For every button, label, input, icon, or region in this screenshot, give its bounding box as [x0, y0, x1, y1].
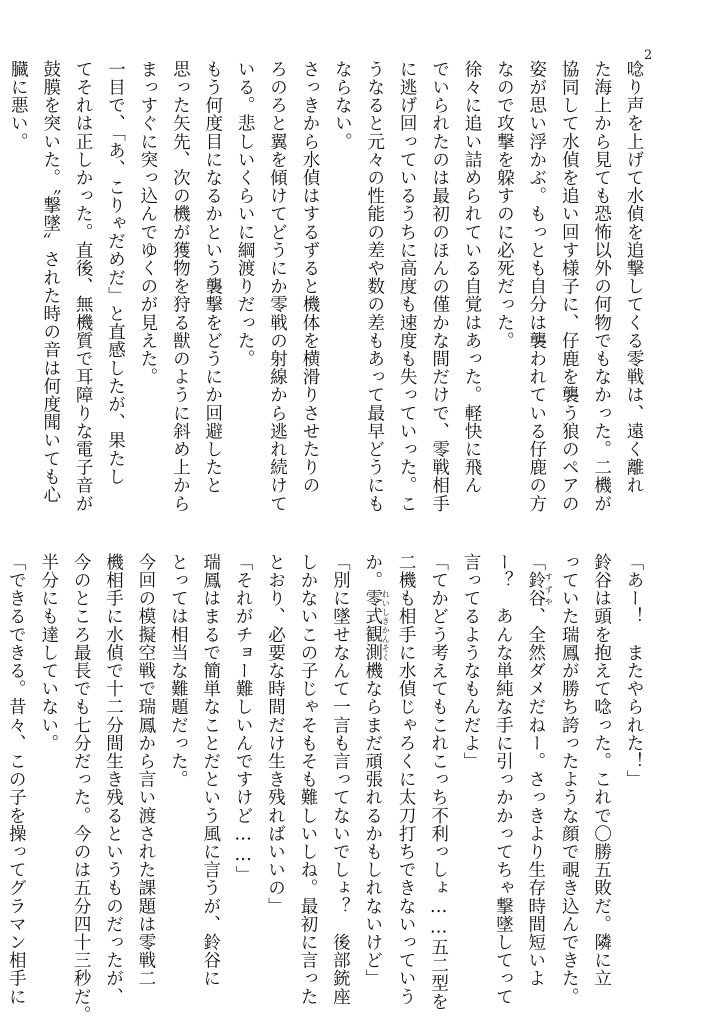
text-column-bottom [6, 553, 650, 1024]
paragraph [162, 553, 227, 988]
text-line: 姿が思い浮かぶ。もっとも自分は襲われている仔鹿の方 [526, 60, 547, 513]
text-line: 思った矢先、次の機が獲物を狩る獣のように斜め上から [170, 60, 191, 513]
text-line: もう何度目になるかという襲撃をどうにか回避したと [202, 60, 223, 495]
text-line: 「あー！ またやられた！」 [624, 553, 644, 789]
text-line: 臓に悪い。 [8, 60, 29, 151]
text-line: 「それがチョー難しいんですけど……」 [233, 553, 254, 884]
text-line: でいられたのは最初のほんの僅かな間だけで、零戦相手 [429, 60, 450, 513]
page-number: 2 [644, 48, 653, 63]
text-line: とおり、必要な時間だけ生き残ればいいの」 [265, 553, 286, 915]
text-line: 今のところ最長でも七分だった。今のは五分四十三秒だ。 [71, 553, 92, 1024]
paragraph [132, 60, 229, 513]
paragraph [2, 60, 132, 513]
text-line: ならない。 [332, 60, 353, 151]
text-line: に逃げ回っているうちに高度も速度も失っていった。こ [397, 60, 418, 513]
text-line: てそれは正しかった。直後、無機質で耳障りな電子音が [73, 60, 94, 513]
text-line: 瑞鳳はまるで簡単なことだという風に言うが、鈴谷に [200, 553, 221, 988]
text-line: 半分にも達していない。 [38, 553, 59, 753]
paragraph [326, 60, 488, 513]
text-line: 一目で、「あ、こりゃだめだ」と直感したが、果たし [105, 60, 126, 486]
text-line: 機相手に水偵で十二分間生き残るというものだったが、 [103, 553, 124, 1006]
text-line: 鈴谷は頭を抱えて唸った。これで〇勝五敗だ。隣に立 [591, 553, 612, 988]
text-line: うなると元々の性能の差や数の差もあって最早どうにも [364, 60, 385, 513]
text-line: 「できるできる。昔々、この子を操ってグラマン相手に [6, 553, 27, 1006]
furigana-reishiki: 零式れいしき [362, 589, 391, 626]
paragraph [455, 553, 554, 1006]
furigana-kansoku: 観測かんそく [362, 625, 391, 662]
text-line: 鼓膜を突いた。〝撃墜〟された時の音は何度聞いても心 [40, 60, 61, 504]
text-line: いる。悲しいくらいに綱渡りだった。 [235, 60, 256, 368]
paragraph [488, 60, 650, 513]
paragraph [259, 553, 356, 1006]
paragraph [356, 553, 454, 1011]
text-line: さっきから水偵はするずると機体を横滑りさせたりの [299, 60, 320, 495]
text-line: 協同して水偵を追い回す様子に、仔鹿を襲う狼のペアの [559, 60, 580, 513]
paragraph [618, 553, 650, 981]
text-line: とっては相当な難題だった。 [168, 553, 189, 789]
text-line: か。零式れいしき観測かんそく機ならまだ頑張れるかもしれないけど」 [362, 553, 391, 988]
furigana-suzuya: 鈴谷すずや [525, 571, 554, 608]
text-line: ろのろと翼を傾けてどうにか零戦の射線から逃れ続けて [267, 60, 288, 513]
text-line: ー？ あんな単純な手に引っかかってちゃ撃墜してって [493, 553, 514, 1006]
paragraph [229, 60, 326, 513]
text-line: 「てかどう考えてもこれこっち不利っしょ……五二型を [428, 553, 449, 1011]
paragraph [227, 553, 259, 981]
text-line: まっすぐに突っ込んでゆくのが見えた。 [137, 60, 158, 386]
paragraph [32, 553, 162, 1024]
text-line: 「鈴谷すずや、全然ダメだねー。さっきより生存時間短いよ [525, 553, 554, 988]
text-line: なので攻撃を躱すのに必死だった。 [494, 60, 515, 350]
text-line: た海上から見ても恐怖以外の何物でもなかった。二機が [591, 60, 612, 513]
text-line: しかないこの子じゃそもそも難しいしね。最初に言った [297, 553, 318, 1006]
text-line: っていた瑞鳳が勝ち誇ったような顔で覗き込んできた。 [559, 553, 580, 1006]
paragraph [553, 553, 618, 1006]
text-line: 徐々に追い詰められている自覚はあった。軽快に飛ん [461, 60, 482, 495]
text-line: 「別に墜せなんて一言も言ってないでしょ？ 後部銃座 [330, 553, 351, 1006]
paragraph [0, 553, 32, 1006]
text-line: 二機も相手に水偵じゃろくに太刀打ちできないっていう [396, 553, 417, 1006]
text-column-top [8, 60, 650, 513]
text-line: 今回の模擬空戦で瑞鳳から言い渡された課題は零戦二 [135, 553, 156, 988]
text-line: 言ってるようなもんだよ」 [460, 553, 481, 771]
text-line: 唸り声を上げて水偵を追撃してくる零戦は、遠く離れ [624, 60, 644, 495]
